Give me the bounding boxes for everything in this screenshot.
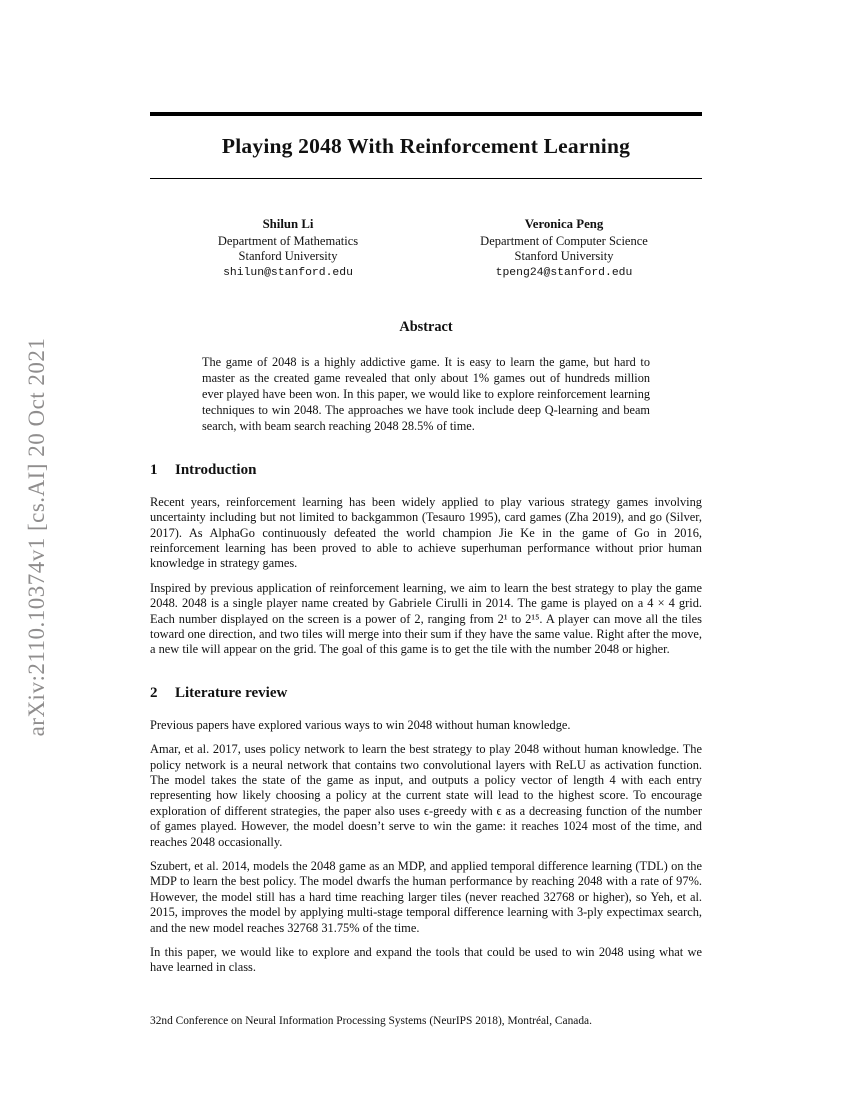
paragraph: Inspired by previous application of reinforcement learning, we aim to learn the best strategy to play the game 2048. 2048 is a single player name created by Gabriele Cirulli in 2014. The game is played on a 4 × 4 grid. Each number displayed on the screen is a power of 2, ranging from 2¹ to 2¹⁵. A player can move all the tiles toward one direction, and two tiles will merge into their sum if they have the same value. Right after the move, a new tile will appear on the grid. The goal of this game is to get the tile with the number 2048 or higher. (150, 580, 702, 657)
paragraph: Szubert, et al. 2014, models the 2048 game as an MDP, and applied temporal difference learning (TDL) on the MDP to learn the best policy. The model dwarfs the human performance by reaching 2048 with a rate of 97%. However, the model still has a hard time reaching larger tiles (never reached 32768 or higher), so Yeh, et al. 2015, improves the model by applying multi-stage temporal difference learning with 3-ply expectimax search, and the new model reaches 32768 31.75% of the time. (150, 859, 702, 935)
section-2-title: Literature review (175, 684, 288, 701)
author-1-name: Shilun Li (262, 217, 314, 232)
title-rule-bottom (150, 178, 702, 179)
paragraph: Previous papers have explored various ways to win 2048 without human knowledge. (150, 717, 571, 732)
author-2 (426, 217, 702, 281)
title-rule-top (150, 112, 702, 116)
arxiv-watermark: arXiv:2110.10374v1 [cs.AI] 20 Oct 2021 (24, 337, 49, 737)
author-1-department: Department of Mathematics (217, 233, 359, 248)
author-1 (150, 217, 426, 281)
section-2-number: 2 (150, 684, 158, 701)
author-2-department: Department of Computer Science (480, 233, 648, 248)
section-heading-introduction (150, 462, 702, 479)
paragraph: Amar, et al. 2017, uses policy network to learn the best strategy to play 2048 without human knowledge. The policy network is a neural network that contains two convolutional layers with ReLU as activation function. The model takes the state of the game as input, and outputs a policy vector of length 4 with each entry representing how likely choosing a policy at the current state will lead to the highest score. To encourage exploration of different strategies, the paper also uses ϵ-greedy with ϵ as a decreasing function of the number of games played. However, the model doesn’t serve to win the game: it reaches 1024 most of the time, and reaches 2048 occasionally. (150, 742, 702, 849)
paragraph: In this paper, we would like to explore and expand the tools that could be used to win 2048 using what we have learned in class. (150, 945, 702, 975)
paper-title: Playing 2048 With Reinforcement Learning (221, 134, 631, 158)
author-2-email: tpeng24@stanford.edu (495, 267, 633, 280)
section-heading-literature-review (150, 685, 702, 702)
author-2-institution: Stanford University (514, 249, 614, 264)
section-1-title: Introduction (175, 461, 257, 478)
section-1-number: 1 (150, 461, 158, 478)
author-1-email: shilun@stanford.edu (223, 267, 353, 280)
author-1-institution: Stanford University (238, 249, 338, 264)
paper-content (150, 0, 702, 976)
abstract-text: The game of 2048 is a highly addictive game. It is easy to learn the game, but hard to master as the created game revealed that only about 1% games out of hundreds million ever played have been won. In this paper, we would like to explore reinforcement learning techniques to win 2048. The approaches we have took include deep Q-learning and beam search, with beam search reaching 2048 28.5% of time. (202, 354, 650, 434)
author-2-name: Veronica Peng (524, 217, 604, 232)
author-block (150, 217, 702, 281)
conference-footnote: 32nd Conference on Neural Information Processing Systems (NeurIPS 2018), Montréal, Canada. (150, 1015, 592, 1027)
abstract-heading: Abstract (399, 318, 453, 335)
paragraph: Recent years, reinforcement learning has been widely applied to play various strategy games involving uncertainty including but not limited to backgammon (Tesauro 1995), card games (Zha 2019), and go (Silver, 2017). As AlphaGo continuously defeated the world champion Jie Ke in the game of Go in 2016, reinforcement learning has been proved to able to achieve superhuman performance without prior human knowledge in strategy games. (150, 494, 702, 571)
